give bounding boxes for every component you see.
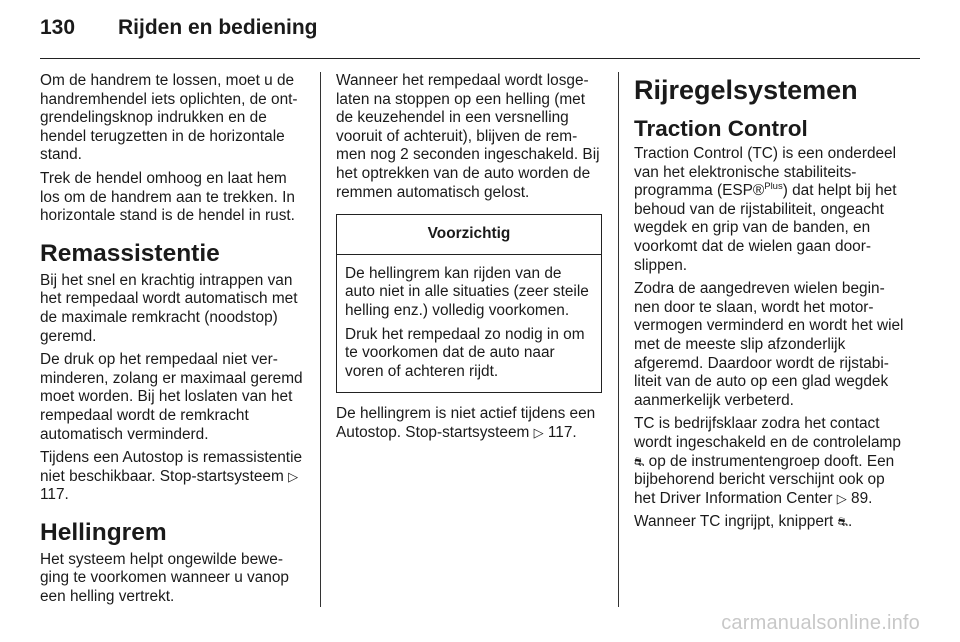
page-number: 130 [40,16,76,39]
section-heading-hellingrem: Hellingrem [40,518,167,546]
paragraph [634,415,904,508]
paragraph: Trek de hendel omhoog en laat hem los om de handrem aan te trekken. In horizontale stand is de hendel in rust. [40,169,295,225]
column-2 [336,72,602,448]
page-reference-link[interactable]: 117. [547,423,577,441]
section-heading-remassistentie: Remassistentie [40,239,220,267]
paragraph [634,145,904,275]
header-rule [40,58,920,59]
caution-paragraph: Druk het rempedaal zo nodig in om te voorkomen dat de auto naar voren of achteren rijdt. [345,325,585,380]
arrow-reference-icon: ▷ [836,490,847,506]
paragraph-text: Wanneer TC ingrijpt, knippert [634,513,834,531]
paragraph-text: Traction Control (TC) is een onderdeel van het elektronische stabiliteitsprogramma (ESP® [634,145,897,200]
chapter-title: Rijden en bediening [118,16,318,39]
paragraph [634,513,904,532]
caution-paragraph: De hellingrem kan rijden van de auto niet in alle situaties (zeer steile helling enz.) volledig voorkomen. [345,264,589,319]
page-header [40,16,318,40]
column-divider [320,72,321,607]
paragraph [40,449,306,505]
paragraph: Bij het snel en krachtig intrappen van het rempedaal wordt automatisch met de maximale remkracht (noodstop) geremd. [40,271,298,345]
paragraph: Om de handrem te lossen, moet u de handremhendel iets oplichten, de ontgrendelingsknop indrukken en de hendel terugzetten in de horizontale stand. [40,72,298,164]
paragraph: Wanneer het rempedaal wordt losgelaten na stoppen op een helling (met de keuzehendel in een versnelling vooruit of achteruit), blijven de remmen nog 2 seconden ingeschakeld. Bij het optrekken van de auto worden de remmen automatisch gelost. [336,72,600,201]
page-reference-link[interactable]: 89. [851,489,873,507]
column-1 [40,72,306,612]
paragraph-text: ) dat helpt bij het behoud van de rijstabiliteit, ongeacht wegdek en grip van de banden, en voorkomt dat de wielen gaan doorslippen. [634,182,897,274]
superscript-plus: Plus [764,181,783,193]
paragraph: Het systeem helpt ongewilde beweging te voorkomen wanneer u vanop een helling vertrekt. [40,550,289,606]
caution-box [336,214,602,393]
subsection-heading-traction-control: Traction Control [634,116,808,141]
caution-title: Voorzichtig [337,215,601,255]
paragraph-text: De hellingrem is niet actief tijdens een Autostop. Stop-startsysteem [336,405,596,441]
paragraph-text: op de instrumentengroep dooft. Een bijbehorend bericht verschijnt ook op het Driver Information Center [634,452,895,507]
column-divider [618,72,619,607]
paragraph-text: . [847,513,853,531]
column-3 [634,72,904,537]
paragraph: De druk op het rempedaal niet verminderen, zolang er maximaal geremd moet worden. Bij het loslaten van het rempedaal wordt de remkracht automatisch verminderd. [40,351,303,443]
chapter-section-heading: Rijregelsystemen [634,75,858,105]
paragraph-text: Tijdens een Autostop is remassistentie niet beschikbaar. Stop-startsysteem [40,449,303,485]
arrow-reference-icon: ▷ [288,468,299,484]
traction-control-lamp-icon: ⛐ [837,515,848,530]
traction-control-lamp-icon: ⛐ [634,454,645,469]
paragraph [336,405,602,442]
paragraph: Zodra de aangedreven wielen beginnen door te slaan, wordt het motorvermogen verminderd en wordt het wiel met de meeste slip afzonderlijk afgeremd. Daardoor wordt de rijstabiliteit van de auto op een glad wegdek aanmerkelijk verbeterd. [634,280,904,409]
paragraph-text: TC is bedrijfsklaar zodra het contact wordt ingeschakeld en de controlelamp [634,415,901,451]
page-reference-link[interactable]: 117. [40,486,69,504]
caution-body [337,255,601,393]
watermark: carmanualsonline.info [721,612,920,634]
arrow-reference-icon: ▷ [533,424,544,440]
